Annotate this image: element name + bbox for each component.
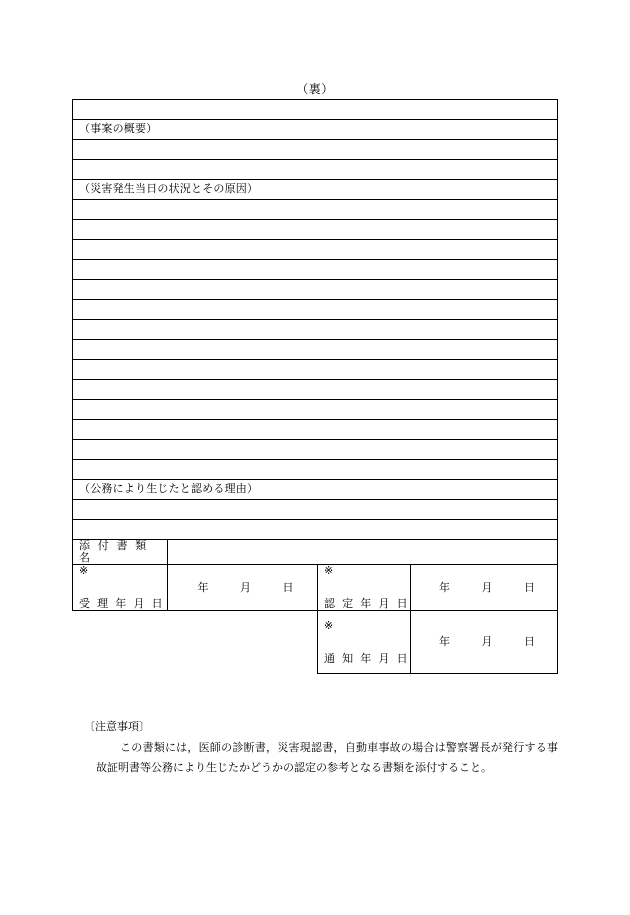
table-row: [73, 460, 558, 480]
table-row: [73, 440, 558, 460]
blank-cell[interactable]: [73, 220, 558, 240]
mark-symbol: ※: [79, 565, 89, 578]
notes-title: 〔注意事項〕: [84, 721, 150, 733]
blank-cell[interactable]: [73, 260, 558, 280]
blank-cell[interactable]: [73, 160, 558, 180]
blank-cell[interactable]: [73, 240, 558, 260]
notes-body: この書類には，医師の診断書，災害現認書，自動車事故の場合は警察署長が発行する事故証明書等公務により生じたかどうかの認定の参考となる書類を添付すること。: [96, 742, 558, 774]
page-label: （裏）: [296, 82, 334, 96]
table-row: [73, 300, 558, 320]
receipt-date-label-cell: [73, 565, 168, 611]
table-row: [73, 400, 558, 420]
table-row: [73, 100, 558, 120]
table-row: [73, 320, 558, 340]
table-row: [73, 160, 558, 180]
empty-spacer: [73, 611, 318, 674]
attachment-label: 添 付 書 類 名: [73, 540, 168, 565]
table-row: [73, 120, 558, 140]
notes-section: [72, 718, 558, 778]
blank-cell[interactable]: [73, 320, 558, 340]
table-row: [73, 200, 558, 220]
year-unit: 年: [439, 581, 450, 594]
table-row: [73, 420, 558, 440]
table-row: [73, 260, 558, 280]
blank-cell[interactable]: [73, 400, 558, 420]
section-heading-circumstances: （災害発生当日の状況とその原因）: [73, 180, 558, 200]
notification-date-input[interactable]: [411, 611, 558, 674]
blank-cell[interactable]: [73, 200, 558, 220]
approval-date-label-cell: [318, 565, 411, 611]
table-row-dates: [73, 565, 558, 611]
blank-cell[interactable]: [73, 460, 558, 480]
blank-cell[interactable]: [73, 440, 558, 460]
day-unit: 日: [282, 581, 294, 594]
receipt-date-input[interactable]: [168, 565, 318, 611]
section-heading-reason: （公務により生じたと認める理由）: [73, 480, 558, 500]
blank-cell[interactable]: [73, 300, 558, 320]
table-row: [73, 240, 558, 260]
month-unit: 月: [481, 581, 493, 594]
table-row: [73, 280, 558, 300]
table-row-attachment: [73, 540, 558, 565]
table-row: [73, 360, 558, 380]
blank-cell[interactable]: [73, 340, 558, 360]
notification-date-label-cell: [318, 611, 411, 674]
blank-cell[interactable]: [73, 380, 558, 400]
approval-date-input[interactable]: [411, 565, 558, 611]
month-unit: 月: [481, 636, 493, 649]
blank-cell[interactable]: [73, 520, 558, 540]
table-row: [73, 380, 558, 400]
accident-report-form: [72, 99, 558, 674]
table-row: [73, 220, 558, 240]
mark-symbol: ※: [324, 619, 334, 632]
table-row: [73, 140, 558, 160]
blank-cell[interactable]: [73, 420, 558, 440]
table-row: [73, 340, 558, 360]
notification-date-label: 通 知 年 月 日: [324, 652, 410, 665]
blank-cell[interactable]: [73, 100, 558, 120]
table-row: [73, 480, 558, 500]
blank-cell[interactable]: [73, 280, 558, 300]
approval-date-label: 認 定 年 月 日: [324, 598, 410, 611]
blank-cell[interactable]: [73, 140, 558, 160]
day-unit: 日: [524, 581, 535, 594]
mark-symbol: ※: [324, 565, 334, 578]
year-unit: 年: [197, 581, 209, 594]
receipt-date-label: 受 理 年 月 日: [79, 598, 165, 611]
blank-cell[interactable]: [73, 360, 558, 380]
table-row: [73, 180, 558, 200]
table-row: [73, 520, 558, 540]
section-heading-summary: （事案の概要）: [73, 120, 558, 140]
day-unit: 日: [524, 636, 535, 649]
blank-cell[interactable]: [73, 500, 558, 520]
attachment-value[interactable]: [168, 540, 558, 565]
table-row-dates: [73, 611, 558, 674]
year-unit: 年: [439, 636, 450, 649]
month-unit: 月: [240, 581, 251, 594]
table-row: [73, 500, 558, 520]
